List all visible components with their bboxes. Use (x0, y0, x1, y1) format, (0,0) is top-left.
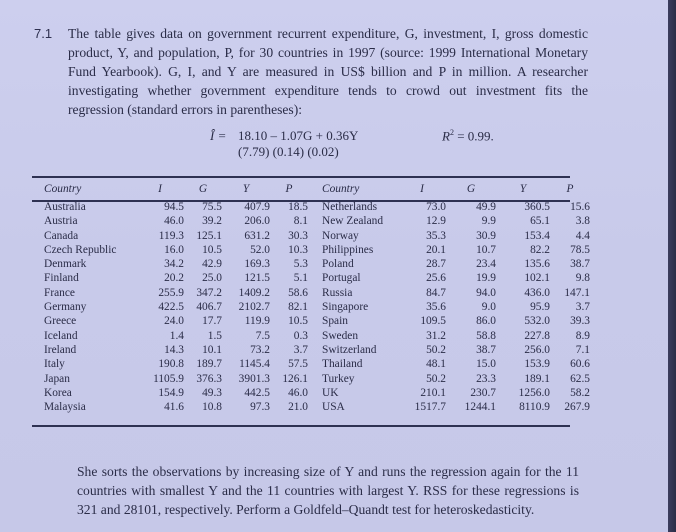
cell-g: 10.8 (202, 401, 222, 414)
r-squared-label: R (442, 128, 450, 144)
cell-g: 9.0 (481, 301, 496, 314)
cell-y: 169.3 (244, 258, 270, 271)
cell-p: 10.3 (288, 243, 308, 256)
cell-p: 62.5 (570, 372, 590, 385)
table-row (322, 214, 590, 228)
cell-g: 49.9 (476, 201, 496, 213)
question-number: 7.1 (34, 26, 53, 41)
table-row (322, 300, 590, 314)
cell-p: 39.3 (570, 315, 590, 328)
cell-i: 31.2 (426, 329, 446, 342)
cell-i: 48.1 (426, 358, 446, 371)
cell-g: 42.9 (202, 258, 222, 271)
table-row (44, 243, 308, 257)
cell-g: 17.7 (202, 315, 222, 328)
cell-i: 422.5 (158, 301, 184, 314)
cell-y: 102.1 (524, 272, 550, 285)
cell-y: 119.9 (244, 315, 270, 328)
cell-country: Sweden (322, 329, 359, 342)
table-bottom-rule (32, 425, 570, 427)
cell-country: Iceland (44, 329, 78, 342)
cell-p: 58.6 (288, 286, 308, 299)
cell-country: Philippines (322, 243, 374, 256)
column-header-i: I (158, 182, 162, 195)
cell-country: UK (322, 386, 339, 399)
cell-p: 8.9 (575, 329, 590, 342)
cell-country: Austria (44, 215, 78, 228)
question-task: She sorts the observations by increasing size of Y and runs the regression again for the 11 countries with smallest Y and the 11 countries with largest Y. RSS for these regressions is 321 and 28101, respectively. Perform a Goldfeld–Quandt test for heteroskedasticity. (77, 464, 579, 517)
cell-y: 95.9 (530, 301, 550, 314)
table-row (322, 329, 590, 343)
cell-y: 8110.9 (519, 401, 550, 414)
cell-country: Ireland (44, 343, 77, 356)
cell-p: 82.1 (288, 301, 308, 314)
table-row (44, 372, 308, 386)
cell-y: 1409.2 (238, 286, 270, 299)
cell-y: 1256.0 (518, 386, 550, 399)
cell-y: 532.0 (524, 315, 550, 328)
cell-i: 20.1 (426, 243, 446, 256)
table-row (44, 400, 308, 414)
cell-i: 20.2 (164, 272, 184, 285)
cell-country: Norway (322, 229, 359, 242)
column-header-y: Y (519, 182, 527, 195)
cell-p: 126.1 (282, 372, 308, 385)
cell-country: France (44, 286, 75, 299)
cell-g: 1.5 (207, 329, 222, 342)
cell-i: 25.6 (426, 272, 446, 285)
cell-p: 267.9 (564, 401, 590, 414)
cell-y: 407.9 (244, 201, 270, 213)
cell-y: 121.5 (244, 272, 270, 285)
cell-i: 190.8 (158, 358, 184, 371)
cell-y: 189.1 (524, 372, 550, 385)
cell-i: 109.5 (420, 315, 446, 328)
cell-i: 50.2 (426, 372, 446, 385)
cell-g: 230.7 (470, 386, 496, 399)
cell-country: Finland (44, 272, 79, 285)
cell-g: 58.8 (476, 329, 496, 342)
cell-country: Australia (44, 201, 86, 213)
cell-g: 30.9 (476, 229, 496, 242)
cell-country: Greece (44, 315, 77, 328)
cell-y: 65.1 (530, 215, 550, 228)
cell-g: 94.0 (476, 286, 496, 299)
cell-y: 256.0 (524, 343, 550, 356)
table-row (44, 257, 308, 271)
cell-g: 1244.1 (464, 401, 496, 414)
cell-y: 1145.4 (239, 358, 270, 371)
cell-g: 39.2 (202, 215, 222, 228)
cell-country: Malaysia (44, 401, 86, 414)
cell-g: 189.7 (196, 358, 222, 371)
table-row (44, 357, 308, 371)
cell-g: 10.5 (202, 243, 222, 256)
cell-i: 12.9 (426, 215, 446, 228)
cell-y: 52.0 (250, 243, 270, 256)
cell-i: 154.9 (158, 386, 184, 399)
cell-country: USA (322, 401, 345, 414)
cell-y: 153.9 (524, 358, 550, 371)
cell-country: Switzerland (322, 343, 377, 356)
column-header-g: G (198, 182, 208, 195)
cell-p: 21.0 (288, 401, 308, 414)
cell-g: 38.7 (476, 343, 496, 356)
cell-g: 86.0 (476, 315, 496, 328)
cell-country: Poland (322, 258, 354, 271)
cell-country: Canada (44, 229, 79, 242)
cell-p: 60.6 (570, 358, 590, 371)
cell-country: Turkey (322, 372, 355, 385)
cell-p: 30.3 (288, 229, 308, 242)
data-table-left (44, 178, 308, 414)
cell-p: 5.3 (293, 258, 308, 271)
r-squared-value: = 0.99. (453, 128, 494, 144)
cell-i: 24.0 (164, 315, 184, 328)
cell-g: 9.9 (481, 215, 496, 228)
cell-y: 631.2 (244, 229, 270, 242)
cell-y: 436.0 (524, 286, 550, 299)
cell-p: 5.1 (293, 272, 308, 285)
screen-bezel-edge (668, 0, 676, 532)
table-row (322, 343, 590, 357)
cell-i: 94.5 (164, 201, 184, 213)
cell-y: 206.0 (244, 215, 270, 228)
cell-p: 57.5 (288, 358, 308, 371)
cell-p: 7.1 (575, 343, 590, 356)
cell-p: 8.1 (293, 215, 308, 228)
table-row (322, 257, 590, 271)
column-header-y: Y (242, 182, 250, 195)
table-row (44, 329, 308, 343)
cell-country: Portugal (322, 272, 361, 285)
column-header-p: P (285, 182, 293, 195)
cell-p: 46.0 (288, 386, 308, 399)
cell-y: 153.4 (524, 229, 550, 242)
cell-i: 35.6 (426, 301, 446, 314)
table-header-row (322, 178, 590, 200)
cell-country: Russia (322, 286, 353, 299)
cell-p: 4.4 (575, 229, 590, 242)
cell-y: 227.8 (524, 329, 550, 342)
cell-p: 0.3 (293, 329, 308, 342)
r-squared-sup: 2 (449, 128, 454, 137)
question-intro: The table gives data on government recurrent expenditure, G, investment, I, gross domestic product, Y, and population, P, for 30 countries in 1997 (source: 1999 International Monetary Fund Yearbook). G, I, and Y are measured in US$ billion and P in million. A researcher investigating whether government expenditure tends to crowd out investment fits the regression (standard errors in parentheses): (68, 26, 588, 117)
cell-i: 1105.9 (153, 372, 184, 385)
cell-g: 347.2 (196, 286, 222, 299)
table-row (44, 300, 308, 314)
table-row (322, 314, 590, 328)
table-row (322, 200, 590, 214)
table-row (44, 214, 308, 228)
cell-country: Singapore (322, 301, 369, 314)
cell-country: New Zealand (322, 215, 384, 228)
cell-i: 16.0 (164, 243, 184, 256)
cell-p: 78.5 (570, 243, 590, 256)
cell-y: 442.5 (244, 386, 270, 399)
cell-y: 360.5 (524, 201, 550, 213)
table-row (322, 372, 590, 386)
cell-g: 25.0 (202, 272, 222, 285)
column-header-i: I (420, 182, 424, 195)
regression-standard-errors: (7.79) (0.14) (0.02) (238, 144, 339, 159)
cell-country: Italy (44, 358, 65, 371)
cell-country: Denmark (44, 258, 87, 271)
cell-p: 18.5 (288, 201, 308, 213)
cell-p: 3.8 (575, 215, 590, 228)
cell-g: 406.7 (196, 301, 222, 314)
cell-i: 28.7 (426, 258, 446, 271)
column-header-p: P (566, 182, 574, 195)
cell-y: 2102.7 (238, 301, 270, 314)
cell-g: 49.3 (202, 386, 222, 399)
cell-country: Spain (322, 315, 348, 328)
cell-i: 1.4 (169, 329, 184, 342)
cell-country: Germany (44, 301, 87, 314)
table-row (322, 243, 590, 257)
cell-y: 3901.3 (238, 372, 270, 385)
cell-country: Czech Republic (44, 243, 117, 256)
regression-lhs: Î = (210, 128, 227, 143)
table-row (322, 386, 590, 400)
cell-i: 255.9 (158, 286, 184, 299)
table-row (44, 229, 308, 243)
cell-i: 50.2 (426, 343, 446, 356)
cell-y: 82.2 (530, 243, 550, 256)
cell-y: 73.2 (250, 343, 270, 356)
regression-rhs: 18.10 – 1.07G + 0.36Y (238, 128, 359, 143)
cell-country: Thailand (322, 358, 363, 371)
cell-i: 34.2 (164, 258, 184, 271)
cell-y: 7.5 (255, 329, 270, 342)
cell-y: 97.3 (250, 401, 270, 414)
cell-i: 119.3 (158, 229, 184, 242)
data-table-right (322, 178, 590, 414)
cell-g: 125.1 (196, 229, 222, 242)
cell-i: 46.0 (164, 215, 184, 228)
cell-g: 75.5 (202, 201, 222, 213)
cell-g: 376.3 (196, 372, 222, 385)
cell-i: 84.7 (426, 286, 446, 299)
table-row (322, 357, 590, 371)
cell-i: 35.3 (426, 229, 446, 242)
table-row (322, 286, 590, 300)
table-row (322, 400, 590, 414)
table-row (322, 229, 590, 243)
cell-y: 135.6 (524, 258, 550, 271)
cell-i: 1517.7 (414, 401, 446, 414)
cell-p: 58.2 (570, 386, 590, 399)
cell-g: 23.4 (476, 258, 496, 271)
table-row (44, 286, 308, 300)
cell-i: 14.3 (164, 343, 184, 356)
table-row (44, 200, 308, 214)
table-row (322, 271, 590, 285)
cell-p: 15.6 (570, 201, 590, 213)
table-row (44, 314, 308, 328)
cell-g: 10.7 (476, 243, 496, 256)
column-header-country: Country (322, 182, 360, 195)
cell-p: 147.1 (564, 286, 590, 299)
cell-g: 15.0 (476, 358, 496, 371)
cell-i: 210.1 (420, 386, 446, 399)
table-row (44, 271, 308, 285)
cell-country: Japan (44, 372, 70, 385)
cell-g: 23.3 (476, 372, 496, 385)
cell-country: Korea (44, 386, 72, 399)
cell-p: 3.7 (575, 301, 590, 314)
cell-p: 10.5 (288, 315, 308, 328)
table-row (44, 343, 308, 357)
cell-p: 38.7 (570, 258, 590, 271)
cell-p: 9.8 (575, 272, 590, 285)
cell-g: 10.1 (202, 343, 222, 356)
cell-country: Netherlands (322, 201, 378, 213)
column-header-country: Country (44, 182, 82, 195)
cell-p: 3.7 (293, 343, 308, 356)
table-header-row (44, 178, 308, 200)
cell-i: 73.0 (426, 201, 446, 213)
cell-i: 41.6 (164, 401, 184, 414)
r-squared (442, 128, 494, 144)
cell-g: 19.9 (476, 272, 496, 285)
column-header-g: G (466, 182, 476, 195)
table-row (44, 386, 308, 400)
